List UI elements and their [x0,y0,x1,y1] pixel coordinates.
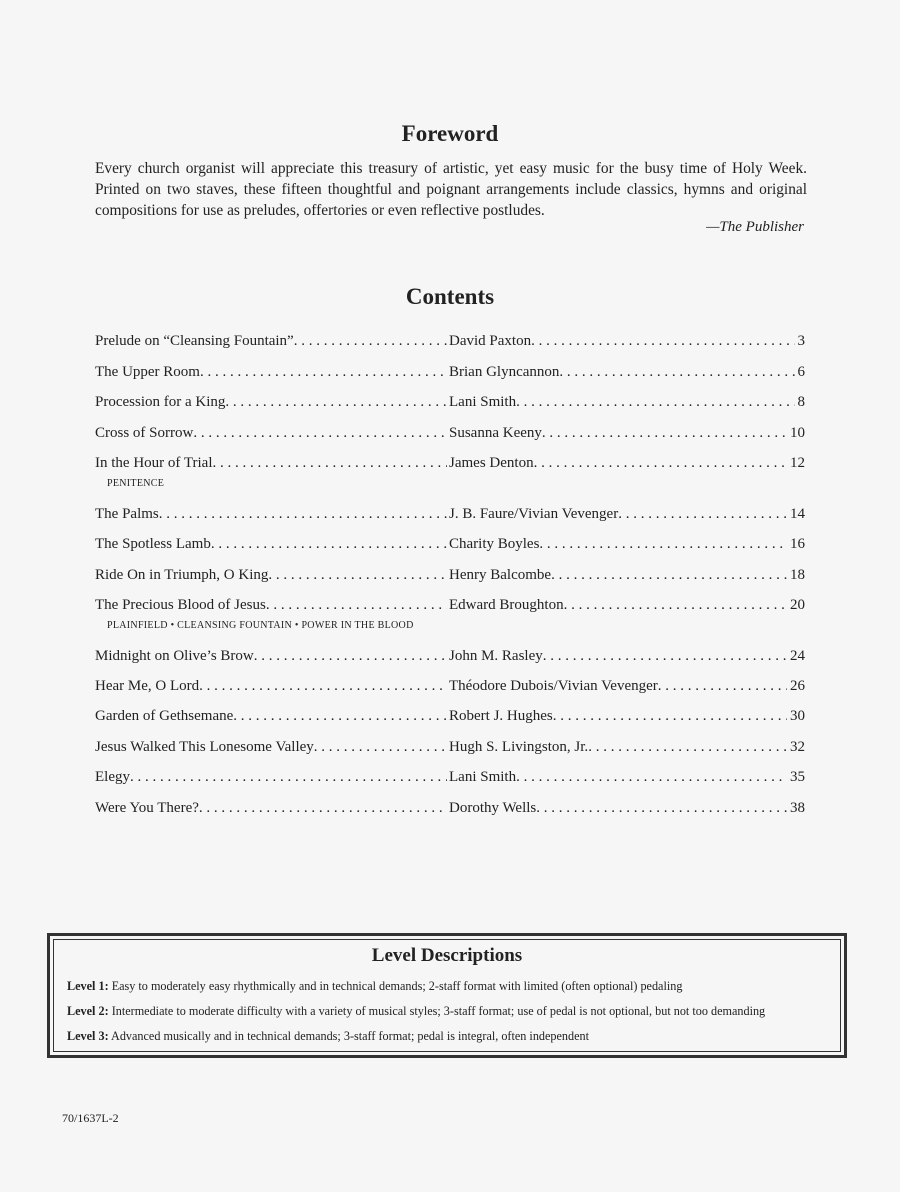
toc-entry [95,797,805,819]
toc-page-number: 16 [790,536,805,552]
toc-page-number: 32 [790,739,805,755]
toc-page-number: 35 [790,769,805,785]
toc-composer: John M. Rasley [449,648,543,664]
toc-page-number: 24 [790,648,805,664]
toc-page-number: 14 [790,506,805,522]
toc-entry [95,736,805,758]
toc-page-number: 26 [790,678,805,694]
toc-title: Prelude on “Cleansing Fountain” [95,333,294,349]
foreword-text: Every church organist will appreciate this treasury of artistic, yet easy music for the busy time of Holy Week. Printed on two staves, these fifteen thoughtful and poignant arrangements include classics, hymns and original compositions for use as preludes, offertories or even reflective postludes. [95,160,807,219]
toc-composer: David Paxton [449,333,532,349]
toc-title: Jesus Walked This Lonesome Valley [95,739,314,755]
toc-subtitle: PENITENCE [107,478,165,489]
toc-composer: James Denton [449,455,534,471]
toc-page-number: 6 [797,364,805,380]
toc-title: The Upper Room [95,364,200,380]
toc-title: Cross of Sorrow [95,425,194,441]
toc-page-number: 8 [797,394,805,410]
toc-page-number: 3 [797,333,805,349]
level-text: Easy to moderately easy rhythmically and in technical demands; 2-staff format with limited (often optional) pedaling [111,979,683,993]
toc-composer: Lani Smith [449,394,517,410]
toc-entry [95,330,805,352]
toc-title: Hear Me, O Lord [95,678,200,694]
foreword-title: Foreword [401,121,499,146]
toc-page-number: 38 [790,800,805,816]
toc-entry [95,422,805,444]
level-descriptions-title: Level Descriptions [371,945,523,966]
toc-title: Were You There? [95,800,199,816]
level-text: Advanced musically and in technical demands; 3-staff format; pedal is integral, often independent [111,1029,589,1043]
toc-entry [95,391,805,413]
level-description [67,978,682,994]
foreword-signature: —The Publisher [706,219,804,235]
toc-entry [95,594,805,616]
toc-title: Midnight on Olive’s Brow [95,648,254,664]
toc-subtitle: PLAINFIELD • CLEANSING FOUNTAIN • POWER IN THE BLOOD [107,620,414,631]
catalog-code: 70/1637L-2 [62,1111,119,1125]
toc-entry [95,675,805,697]
level-label: Level 3: [67,1029,109,1043]
toc-title: Elegy [95,769,130,785]
toc-title: The Palms [95,506,159,522]
level-label: Level 2: [67,1004,109,1018]
toc-title: Ride On in Triumph, O King [95,567,269,583]
level-description [67,1028,589,1044]
toc-entry [95,766,805,788]
toc-composer: Susanna Keeny [449,425,542,441]
level-label: Level 1: [67,979,109,993]
toc-composer: Brian Glyncannon [449,364,560,380]
toc-composer: Edward Broughton [449,597,564,613]
toc-composer: Robert J. Hughes [449,708,553,724]
toc-title: Garden of Gethsemane [95,708,234,724]
toc-composer: Lani Smith [449,769,517,785]
level-description [67,1003,765,1019]
toc-entry [95,452,805,474]
toc-entry [95,564,805,586]
toc-composer: Hugh S. Livingston, Jr. [449,739,589,755]
toc-composer: Henry Balcombe [449,567,552,583]
toc-page-number: 30 [790,708,805,724]
toc-composer: J. B. Faure/Vivian Vevenger [449,506,619,522]
toc-page-number: 12 [790,455,805,471]
toc-composer: Dorothy Wells [449,800,537,816]
toc-composer: Théodore Dubois/Vivian Vevenger [449,678,658,694]
toc-page-number: 18 [790,567,805,583]
toc-title: Procession for a King [95,394,226,410]
contents-title: Contents [405,284,495,309]
toc-entry [95,503,805,525]
toc-page-number: 20 [790,597,805,613]
toc-entry [95,705,805,727]
toc-entry [95,361,805,383]
toc-title: The Spotless Lamb [95,536,211,552]
level-descriptions-box [47,933,847,1058]
toc-page-number: 10 [790,425,805,441]
toc-entry [95,533,805,555]
level-text: Intermediate to moderate difficulty with a variety of musical styles; 3-staff format; use of pedal is not optional, but not too demanding [111,1004,766,1018]
toc-title: In the Hour of Trial [95,455,213,471]
toc-composer: Charity Boyles [449,536,540,552]
toc-entry [95,645,805,667]
toc-title: The Precious Blood of Jesus [95,597,266,613]
